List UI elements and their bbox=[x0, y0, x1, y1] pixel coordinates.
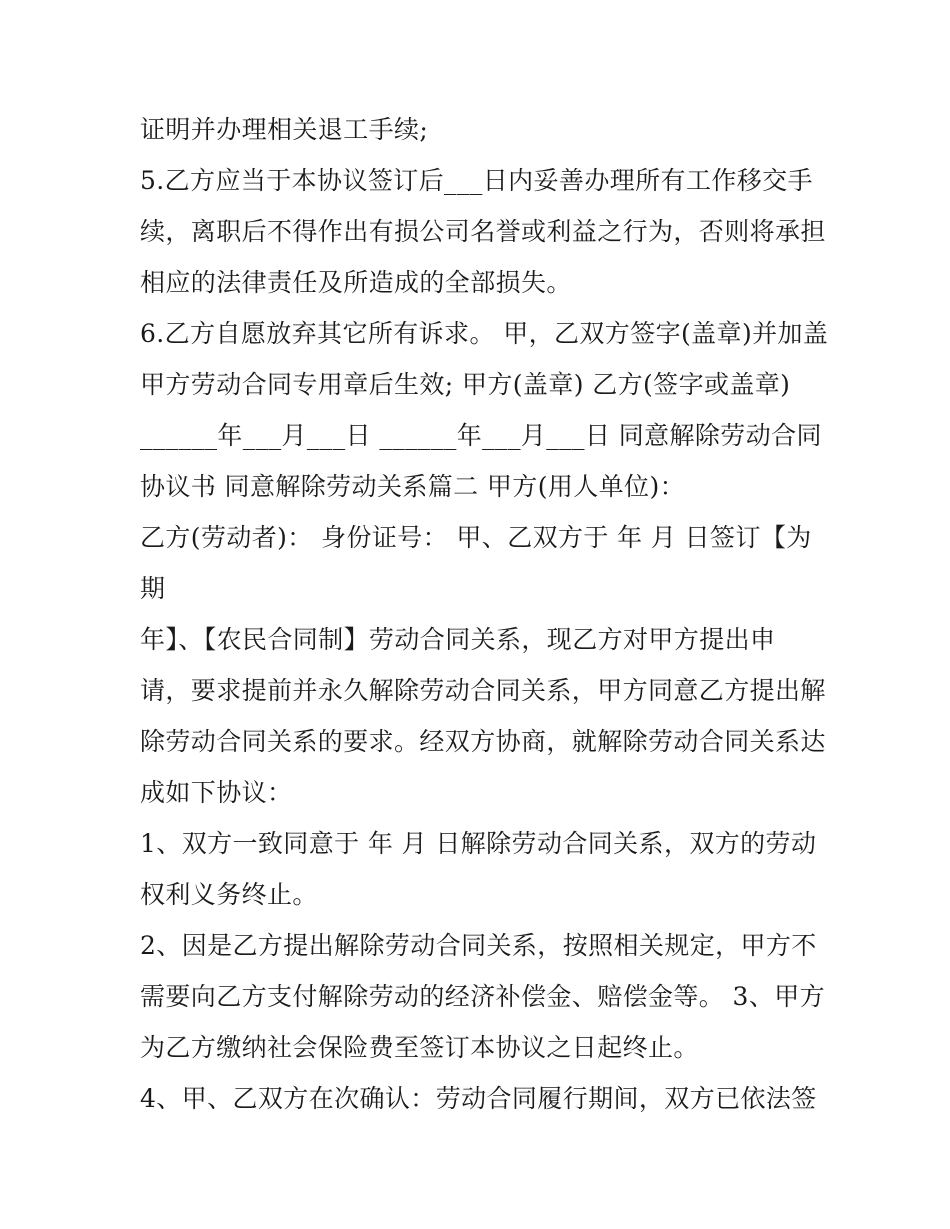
text-line: 乙方(劳动者)： 身份证号： 甲、乙双方于 年 月 日签订【为 bbox=[140, 523, 812, 552]
text-line: 4、甲、乙双方在次确认：劳动合同履行期间，双方已依法签 bbox=[140, 1084, 817, 1113]
text-line: 成如下协议： bbox=[140, 778, 293, 807]
text-line: 需要向乙方支付解除劳动的经济补偿金、赔偿金等。 3、甲方 bbox=[140, 982, 826, 1011]
text-line: 相应的法律责任及所造成的全部损失。 bbox=[140, 268, 572, 297]
text-line: 为乙方缴纳社会保险费至签订本协议之日起终止。 bbox=[140, 1033, 699, 1062]
text-line: ______年___月___日 ______年___月___日 同意解除劳动合同 bbox=[140, 421, 822, 450]
text-line: 证明并办理相关退工手续; bbox=[140, 115, 429, 144]
text-line: 权利义务终止。 bbox=[140, 880, 318, 909]
text-line: 6.乙方自愿放弃其它所有诉求。 甲，乙双方签字(盖章)并加盖 bbox=[140, 319, 829, 348]
text-line: 年】、【农民合同制】劳动合同关系，现乙方对甲方提出申 bbox=[140, 625, 776, 654]
text-line: 除劳动合同关系的要求。经双方协商，就解除劳动合同关系达 bbox=[140, 727, 826, 756]
text-line: 5.乙方应当于本协议签订后___日内妥善办理所有工作移交手 bbox=[140, 166, 813, 195]
text-line: 续，离职后不得作出有损公司名誉或利益之行为，否则将承担 bbox=[140, 217, 826, 246]
document-body bbox=[140, 104, 829, 1124]
text-line: 协议书 同意解除劳动关系篇二 甲方(用人单位)： bbox=[140, 472, 686, 501]
text-line: 甲方劳动合同专用章后生效; 甲方(盖章) 乙方(签字或盖章) bbox=[140, 370, 791, 399]
text-line: 2、因是乙方提出解除劳动合同关系，按照相关规定，甲方不 bbox=[140, 931, 817, 960]
text-line: 请，要求提前并永久解除劳动合同关系，甲方同意乙方提出解 bbox=[140, 676, 826, 705]
text-line: 期 bbox=[140, 574, 166, 603]
text-line: 1、双方一致同意于 年 月 日解除劳动合同关系，双方的劳动 bbox=[140, 829, 817, 858]
